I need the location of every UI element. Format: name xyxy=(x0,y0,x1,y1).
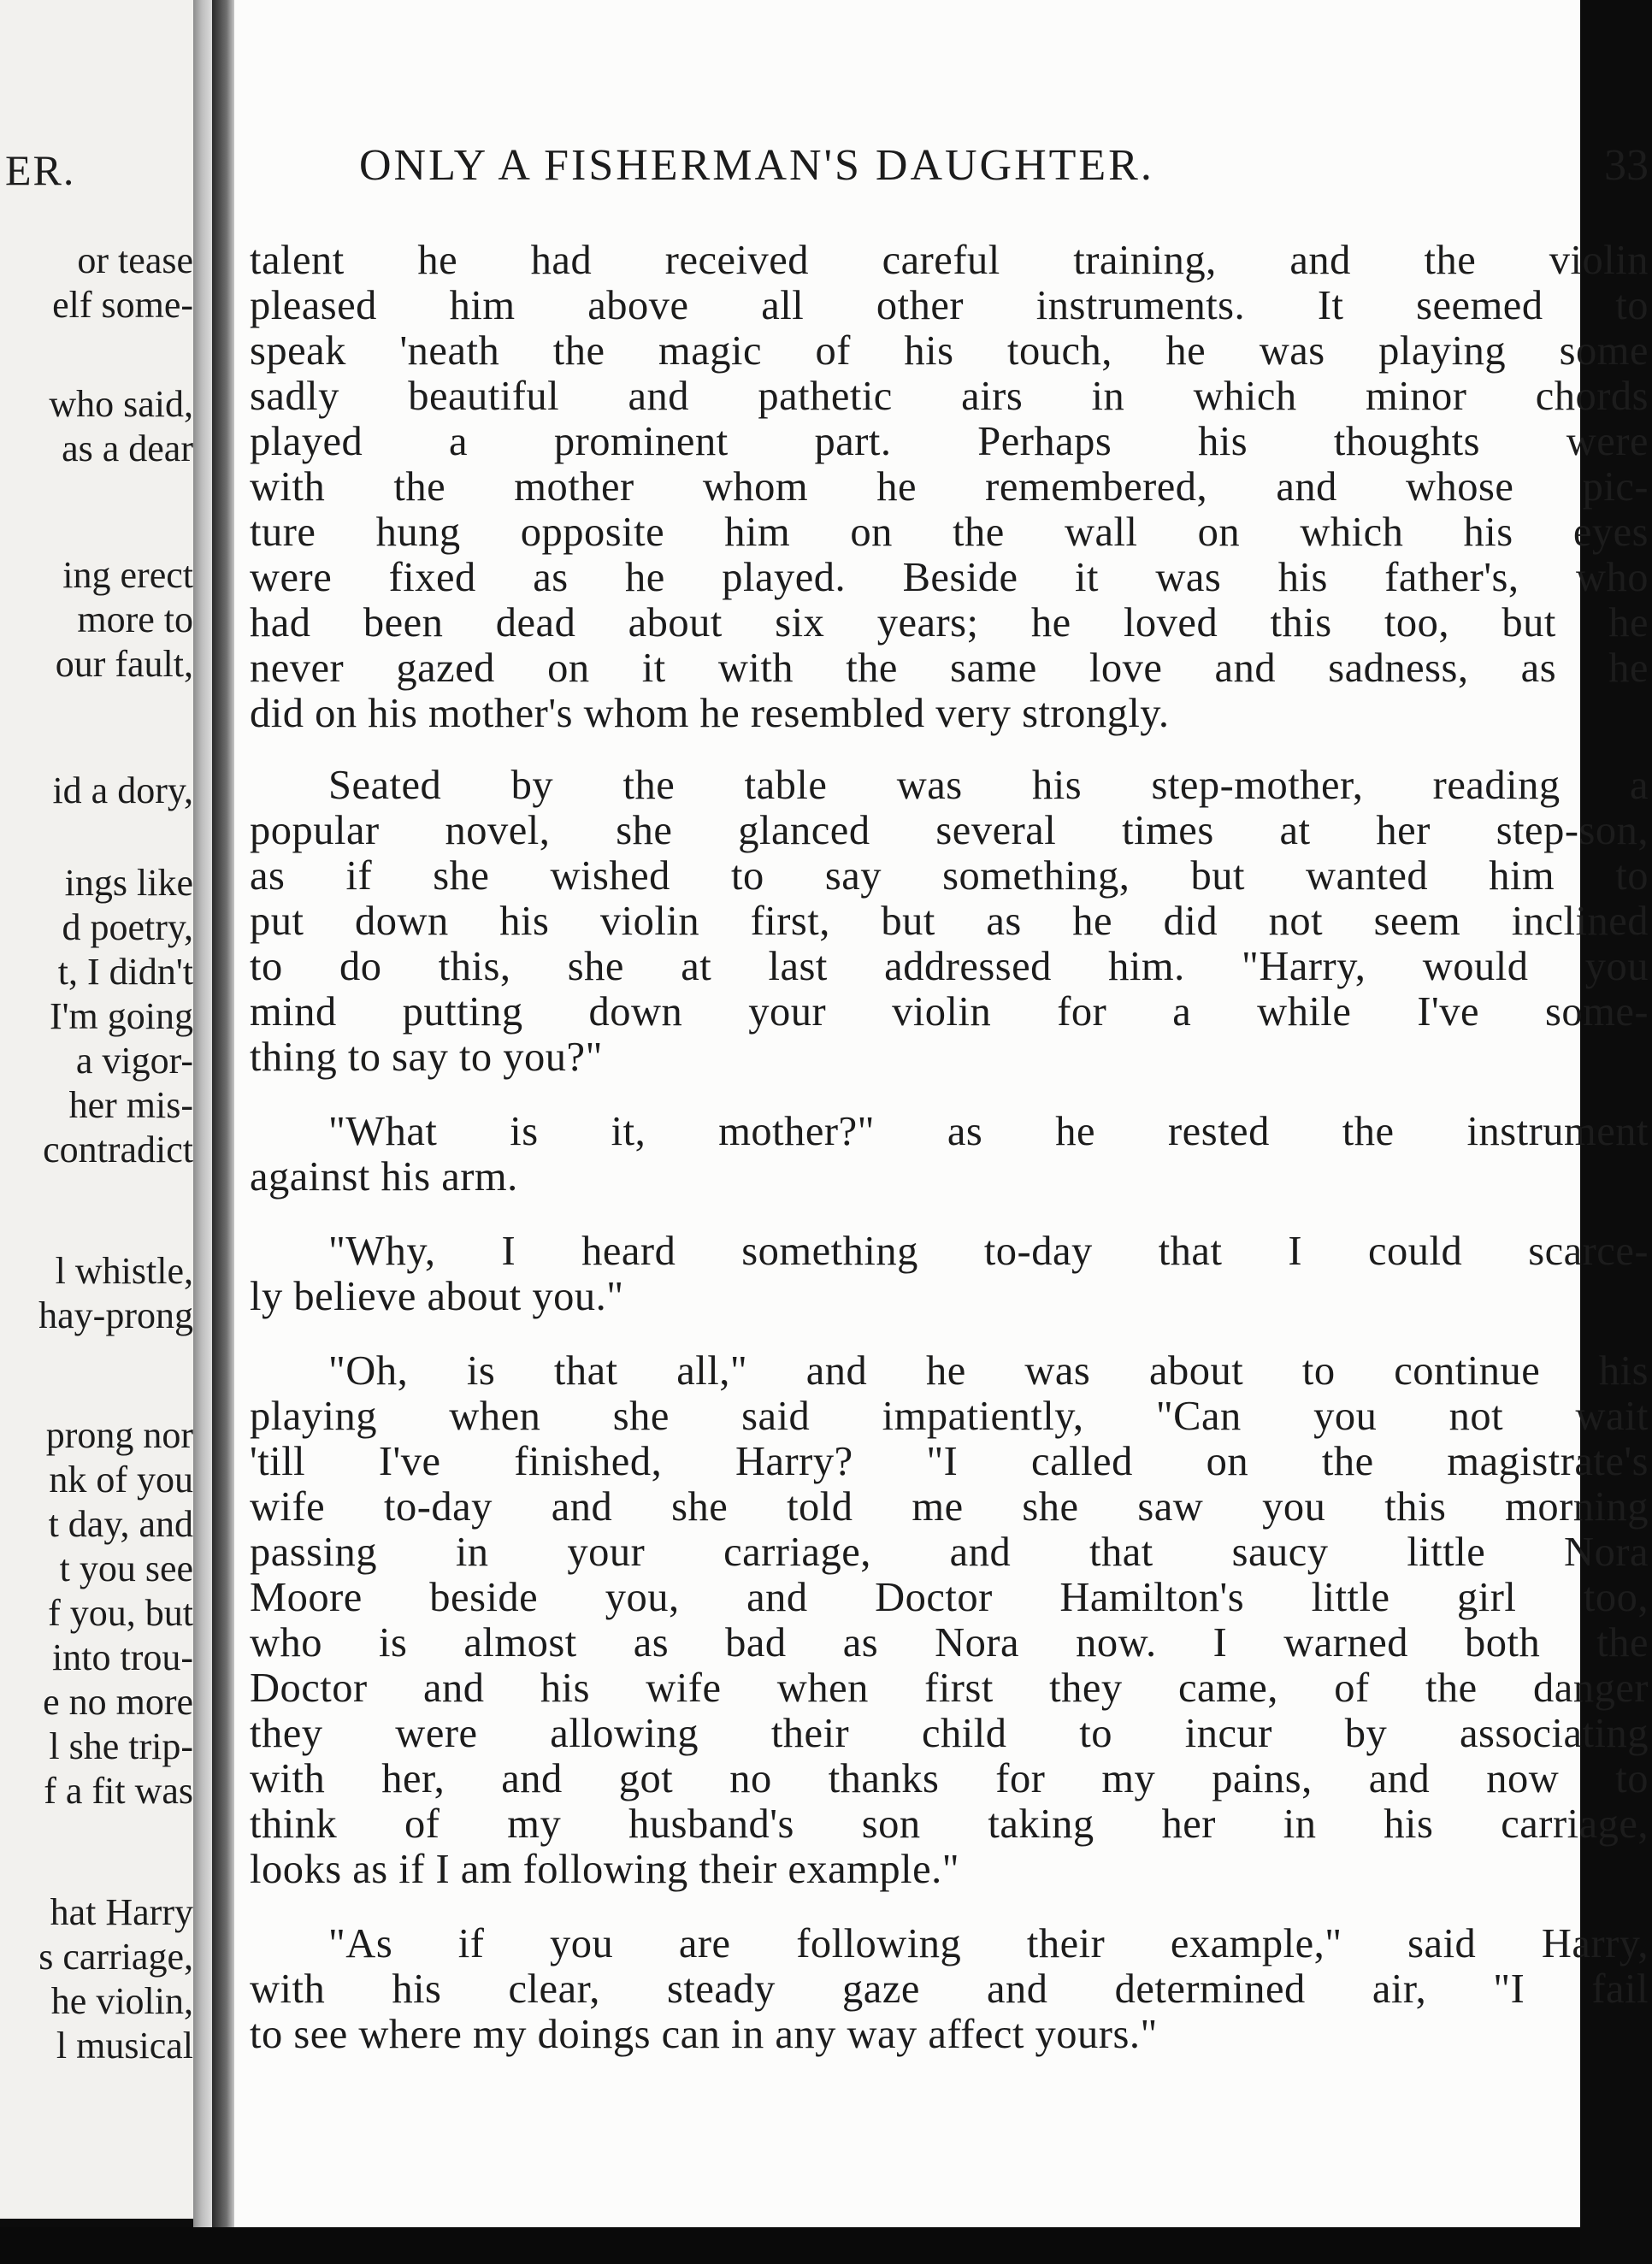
text-line: ly believe about you." xyxy=(250,1274,624,1319)
running-head-title: ONLY A FISHERMAN'S DAUGHTER. xyxy=(359,141,1154,190)
left-text-line: as a dear xyxy=(62,427,193,469)
text-line: think of my husband's son taking her in his carriage, xyxy=(250,1801,1649,1847)
text-line: were fixed as he played. Beside it was his father's, who xyxy=(250,555,1649,600)
text-line: Moore beside you, and Doctor Hamilton's little girl too, xyxy=(250,1575,1649,1620)
text-line: "Oh, is that all," and he was about to continue his xyxy=(328,1348,1649,1394)
gutter-shadow xyxy=(212,0,236,2232)
text-line: speak 'neath the magic of his touch, he was playing some xyxy=(250,328,1649,374)
left-text-line: f a fit was xyxy=(44,1770,193,1812)
text-line: never gazed on it with the same love and sadness, as he xyxy=(250,646,1649,691)
left-page-fragment xyxy=(0,0,204,2219)
text-line: talent he had received careful training, and the violin xyxy=(250,238,1649,283)
page-number: 33 xyxy=(1604,141,1649,190)
text-line: pleased him above all other instruments. It seemed to xyxy=(250,283,1649,328)
text-line: popular novel, she glanced several times at her step-son, xyxy=(250,808,1649,853)
left-text-line: t day, and xyxy=(48,1503,193,1545)
text-line: 'till I've finished, Harry? "I called on the magistrate's xyxy=(250,1439,1649,1484)
scan-bottom-edge xyxy=(0,2227,1580,2264)
text-line: with his clear, steady gaze and determined air, "I fail xyxy=(250,1966,1649,2012)
text-line: playing when she said impatiently, "Can you not wait xyxy=(250,1394,1649,1439)
left-text-line: who said, xyxy=(49,383,193,425)
text-line: against his arm. xyxy=(250,1154,518,1200)
body-text xyxy=(250,0,1652,2223)
text-line: "What is it, mother?" as he rested the instrument xyxy=(328,1109,1649,1154)
text-line: to do this, she at last addressed him. "Harry, would you xyxy=(250,944,1649,989)
left-text-line: s carriage, xyxy=(38,1936,193,1978)
text-line: as if she wished to say something, but wanted him to xyxy=(250,853,1649,899)
left-text-line: prong nor xyxy=(45,1414,193,1456)
left-text-line: hat Harry xyxy=(50,1891,193,1933)
left-text-line: our fault, xyxy=(55,643,193,685)
text-line: passing in your carriage, and that saucy little Nora xyxy=(250,1530,1649,1575)
left-text-line: l she trip- xyxy=(49,1725,193,1767)
text-line: with the mother whom he remembered, and whose pic- xyxy=(250,464,1649,510)
left-text-line: ings like xyxy=(64,862,193,904)
text-line: ture hung opposite him on the wall on which his eyes xyxy=(250,510,1649,555)
left-text-line: I'm going xyxy=(49,995,193,1037)
left-text-line: t, I didn't xyxy=(57,951,193,993)
left-text-line: hay-prong xyxy=(38,1294,193,1336)
left-running-head: ER. xyxy=(5,146,76,194)
left-text-line: contradict xyxy=(43,1129,193,1170)
left-text-line: nk of you xyxy=(49,1459,193,1500)
text-line: to see where my doings can in any way affect yours." xyxy=(250,2012,1158,2057)
left-text-line: d poetry, xyxy=(62,906,193,948)
left-page-text xyxy=(0,0,193,2219)
left-text-line: he violin, xyxy=(50,1980,193,2022)
text-line: looks as if I am following their example." xyxy=(250,1847,960,1892)
text-line: "Why, I heard something to-day that I could scarce- xyxy=(328,1229,1649,1274)
text-line: Doctor and his wife when first they came, of the danger xyxy=(250,1666,1649,1711)
left-text-line: l musical xyxy=(56,2025,193,2066)
text-line: put down his violin first, but as he did not seem inclined xyxy=(250,899,1649,944)
left-text-line: or tease xyxy=(77,239,193,281)
left-text-line: f you, but xyxy=(48,1592,193,1634)
left-text-line: id a dory, xyxy=(52,769,193,811)
left-text-line: more to xyxy=(77,598,193,640)
right-page xyxy=(234,0,1649,2232)
text-line: had been dead about six years; he loved this too, but he xyxy=(250,600,1649,646)
text-line: played a prominent part. Perhaps his thoughts were xyxy=(250,419,1649,464)
left-text-line: ing erect xyxy=(62,554,193,596)
text-line: Seated by the table was his step-mother, reading a xyxy=(328,763,1649,808)
left-text-line: into trou- xyxy=(52,1636,193,1678)
text-line: with her, and got no thanks for my pains, and now to xyxy=(250,1756,1649,1801)
left-text-line: l whistle, xyxy=(55,1250,193,1292)
left-text-line: her mis- xyxy=(68,1084,193,1126)
left-text-line: t you see xyxy=(59,1548,193,1589)
text-line: did on his mother's whom he resembled very strongly. xyxy=(250,691,1170,736)
text-line: thing to say to you?" xyxy=(250,1035,603,1080)
text-line: mind putting down your violin for a while I've some- xyxy=(250,989,1649,1035)
left-text-line: elf some- xyxy=(52,284,193,326)
text-line: wife to-day and she told me she saw you this morning xyxy=(250,1484,1649,1530)
left-text-line: a vigor- xyxy=(75,1040,193,1082)
text-line: sadly beautiful and pathetic airs in which minor chords xyxy=(250,374,1649,419)
text-line: who is almost as bad as Nora now. I warned both the xyxy=(250,1620,1649,1666)
text-line: "As if you are following their example," said Harry, xyxy=(328,1921,1649,1966)
text-line: they were allowing their child to incur by associating xyxy=(250,1711,1649,1756)
left-text-line: e no more xyxy=(43,1681,193,1723)
